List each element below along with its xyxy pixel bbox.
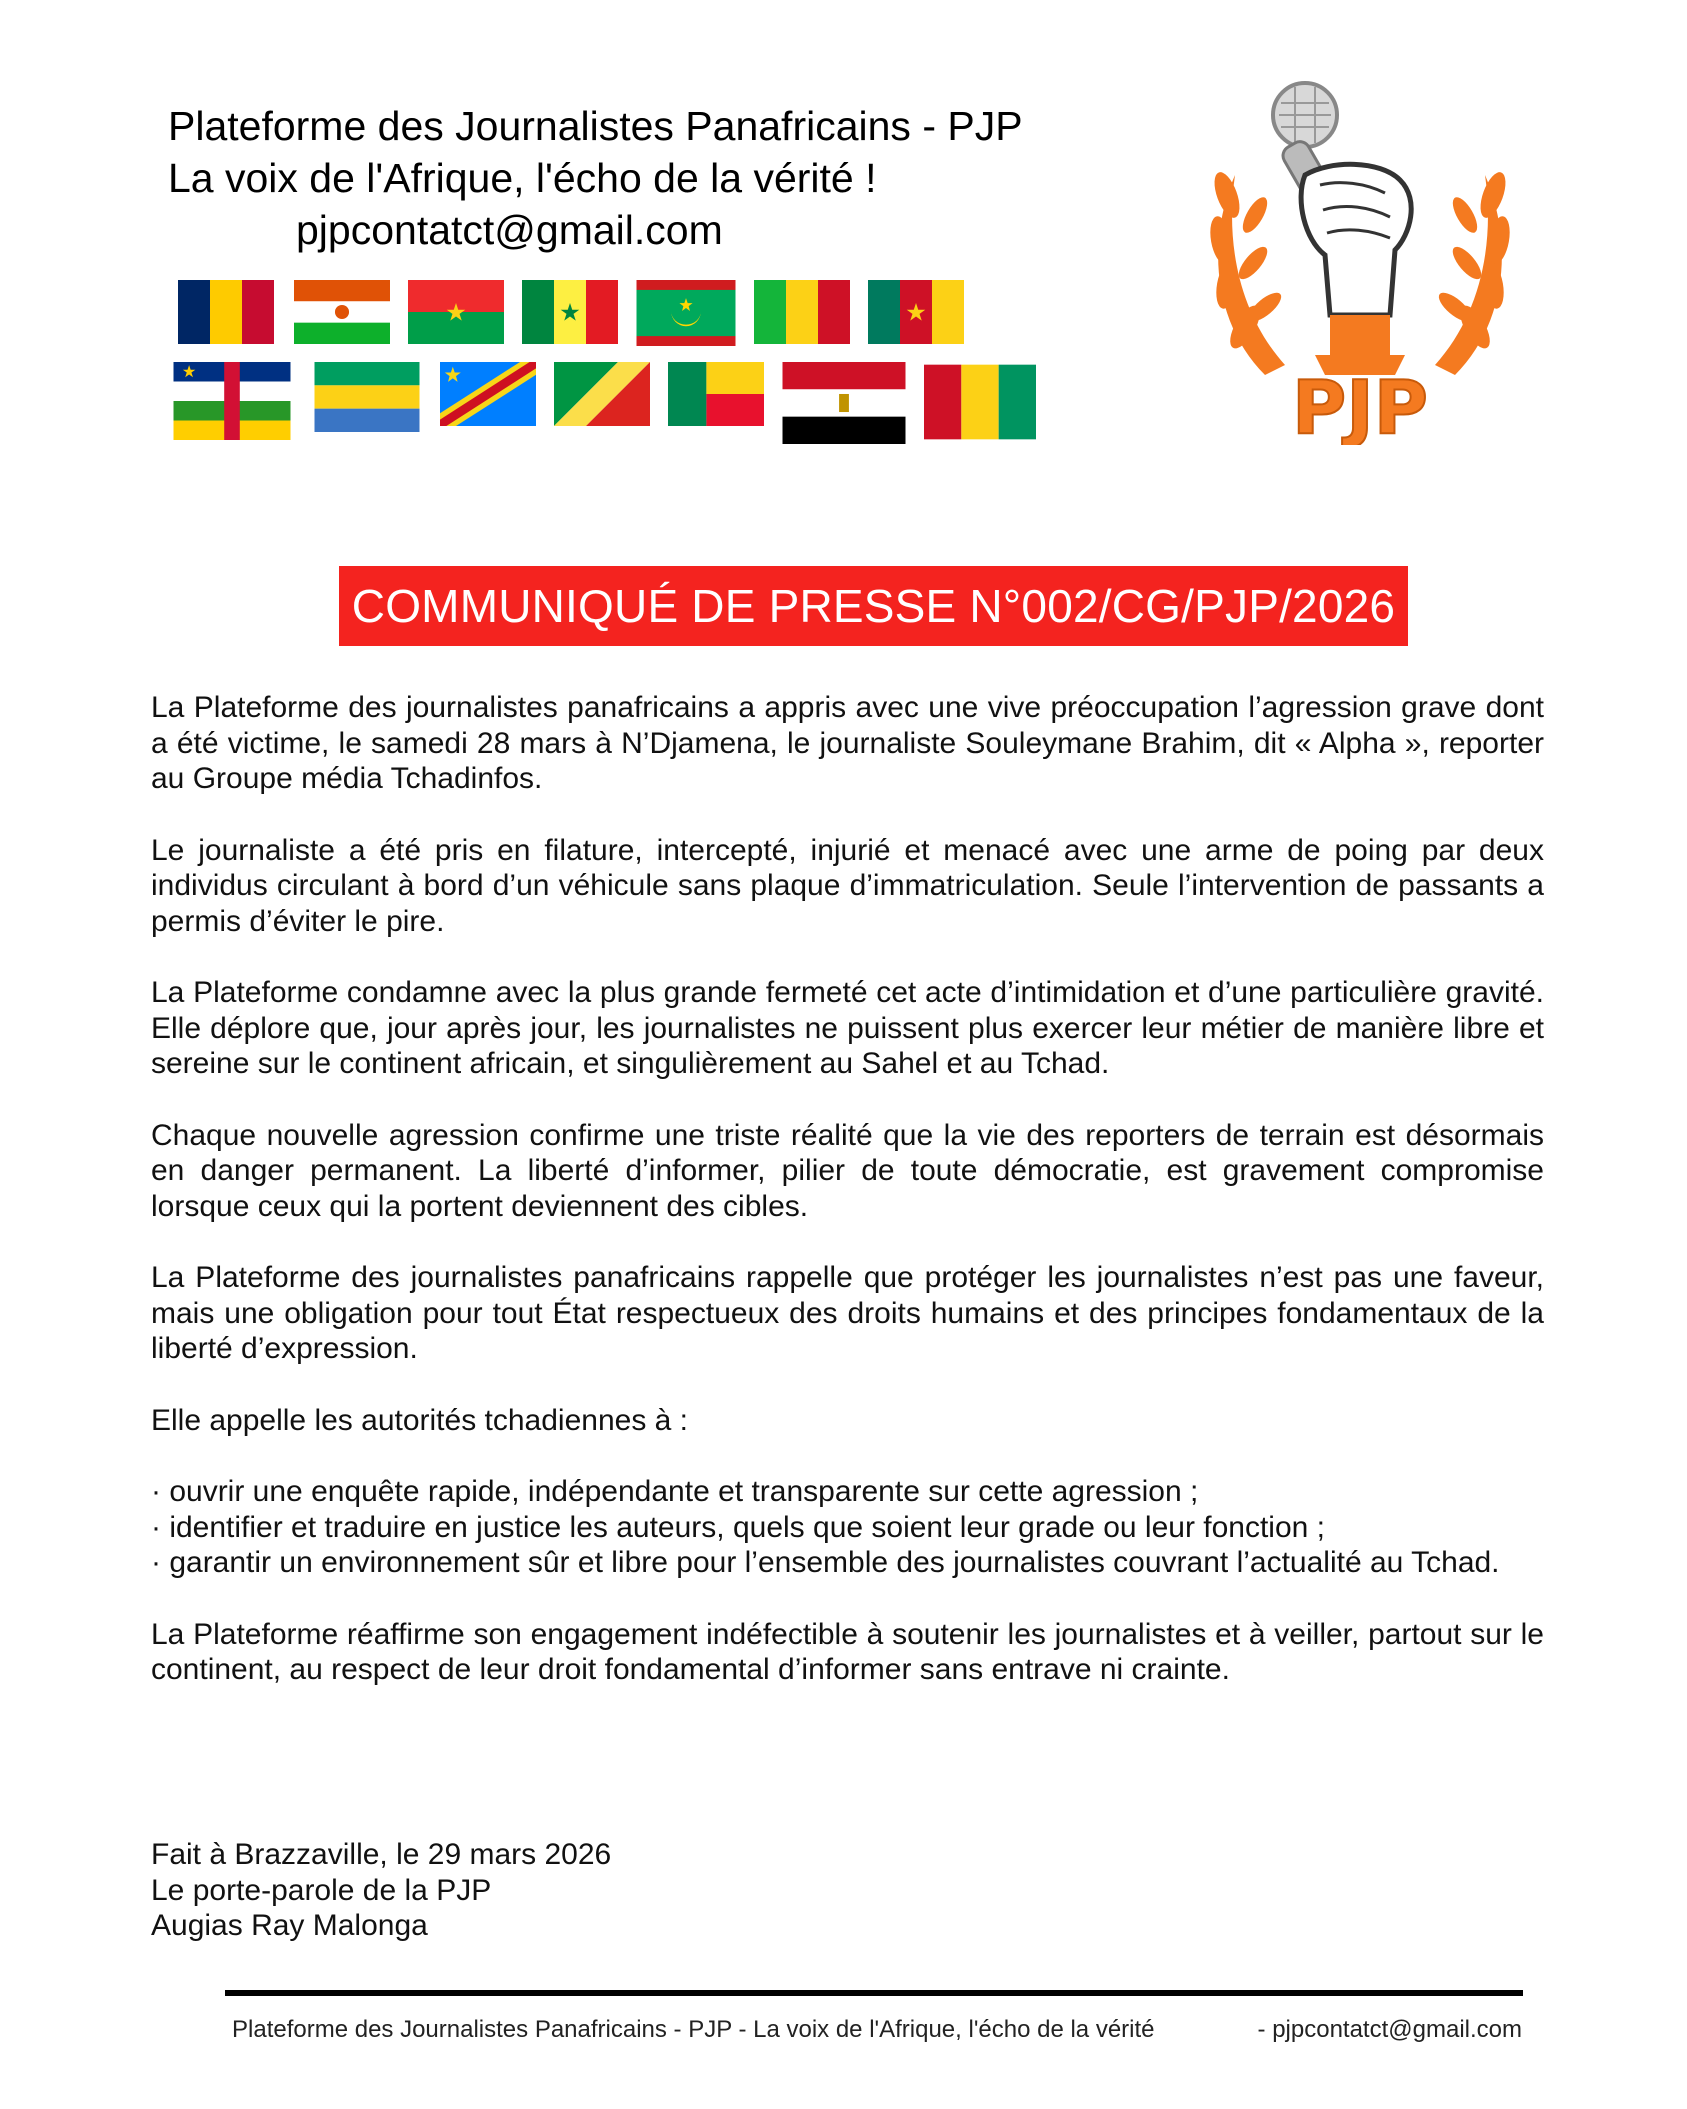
place-date: Fait à Brazzaville, le 29 mars 2026 <box>151 1838 612 1871</box>
list-item: · garantir un environnement sûr et libre pour l’ensemble des journalistes couvrant l’actualité au Tchad. <box>151 1546 1500 1579</box>
paragraph-5: La Plateforme des journalistes panafricains rappelle que protéger les journalistes n’est pas une faveur, mais une obligation pour tout État respectueux des droits humains et des principes fondamentaux de la liberté d’expression. <box>151 1261 1544 1365</box>
list-item: · ouvrir une enquête rapide, indépendante et transparente sur cette agression ; <box>151 1475 1199 1508</box>
press-release-title: COMMUNIQUÉ DE PRESSE N°002/CG/PJP/2026 <box>339 566 1408 646</box>
cameroon-flag-icon <box>868 280 964 344</box>
paragraph-4: Chaque nouvelle agression confirme une triste réalité que la vie des reporters de terrain est désormais en danger permanent. La liberté d’informer, pilier de toute démocratie, est gravement compromise lorsque ceux qui la portent deviennent des cibles. <box>151 1118 1544 1223</box>
niger-flag-icon <box>294 280 390 344</box>
list-item: · identifier et traduire en justice les auteurs, quels que soient leur grade ou leur fonction ; <box>151 1510 1326 1544</box>
mali-flag-icon <box>754 280 850 344</box>
slogan: La voix de l'Afrique, l'écho de la vérité ! <box>168 155 877 201</box>
fist-microphone-laurel-icon <box>1195 75 1525 445</box>
gabon-flag-icon <box>312 362 422 432</box>
paragraph-1: La Plateforme des journalistes panafricains a appris avec une vive préoccupation l’agression grave dont a été victime, le samedi 28 mars à N’Djamena, le journaliste Souleymane Brahim, dit « Alpha », reporter au Groupe média Tchadinfos. <box>151 691 1544 795</box>
paragraph-7: La Plateforme réaffirme son engagement indéfectible à soutenir les journalistes et à veiller, partout sur le continent, au respect de leur droit fondamental d’informer sans entrave ni crainte. <box>151 1617 1544 1686</box>
paragraph-3: La Plateforme condamne avec la plus grande fermeté cet acte d’intimidation et d’une particulière gravité. Elle déplore que, jour après jour, les journalistes ne puissent plus exercer leur métier de manière libre et sereine sur le continent africain, et singulièrement au Sahel et au Tchad. <box>151 976 1544 1080</box>
chad-flag-icon <box>176 280 276 344</box>
demands-list <box>151 1474 1544 1581</box>
mauritania-flag-icon <box>636 280 736 346</box>
signatory-name: Augias Ray Malonga <box>151 1909 428 1942</box>
flags-row-2 <box>170 362 1054 444</box>
burkina-faso-flag-icon <box>408 280 504 344</box>
senegal-flag-icon <box>522 280 618 344</box>
footer-email: - pjpcontatct@gmail.com <box>1257 2016 1522 2043</box>
egypt-flag-icon <box>782 362 906 444</box>
flags-row-1 <box>176 280 982 346</box>
guinea-flag-icon <box>924 362 1036 442</box>
pjp-logo <box>1195 75 1525 445</box>
header-block <box>168 100 1023 256</box>
congo-flag-icon <box>554 362 650 426</box>
signature-block <box>151 1837 611 1944</box>
signatory-role: Le porte-parole de la PJP <box>151 1873 492 1907</box>
footer-left: Plateforme des Journalistes Panafricains - PJP - La voix de l'Afrique, l'écho de la vérité <box>232 2016 1155 2043</box>
dr-congo-flag-icon <box>440 362 536 426</box>
central-african-republic-flag-icon <box>170 362 294 440</box>
org-name: Plateforme des Journalistes Panafricains - PJP <box>168 103 1023 149</box>
press-release-body <box>151 690 1544 1724</box>
paragraph-2: Le journaliste a été pris en filature, intercepté, injurié et menacé avec une arme de poing par deux individus circulant à bord d’un véhicule sans plaque d’immatriculation. Seule l’intervention de passants a permis d’éviter le pire. <box>151 833 1544 938</box>
footer <box>232 2016 1522 2044</box>
footer-divider <box>225 1990 1523 1996</box>
benin-flag-icon <box>668 362 764 426</box>
header-email: pjpcontatct@gmail.com <box>296 207 723 253</box>
paragraph-6: Elle appelle les autorités tchadiennes à : <box>151 1403 689 1437</box>
logo-text: PJP <box>1291 365 1429 445</box>
